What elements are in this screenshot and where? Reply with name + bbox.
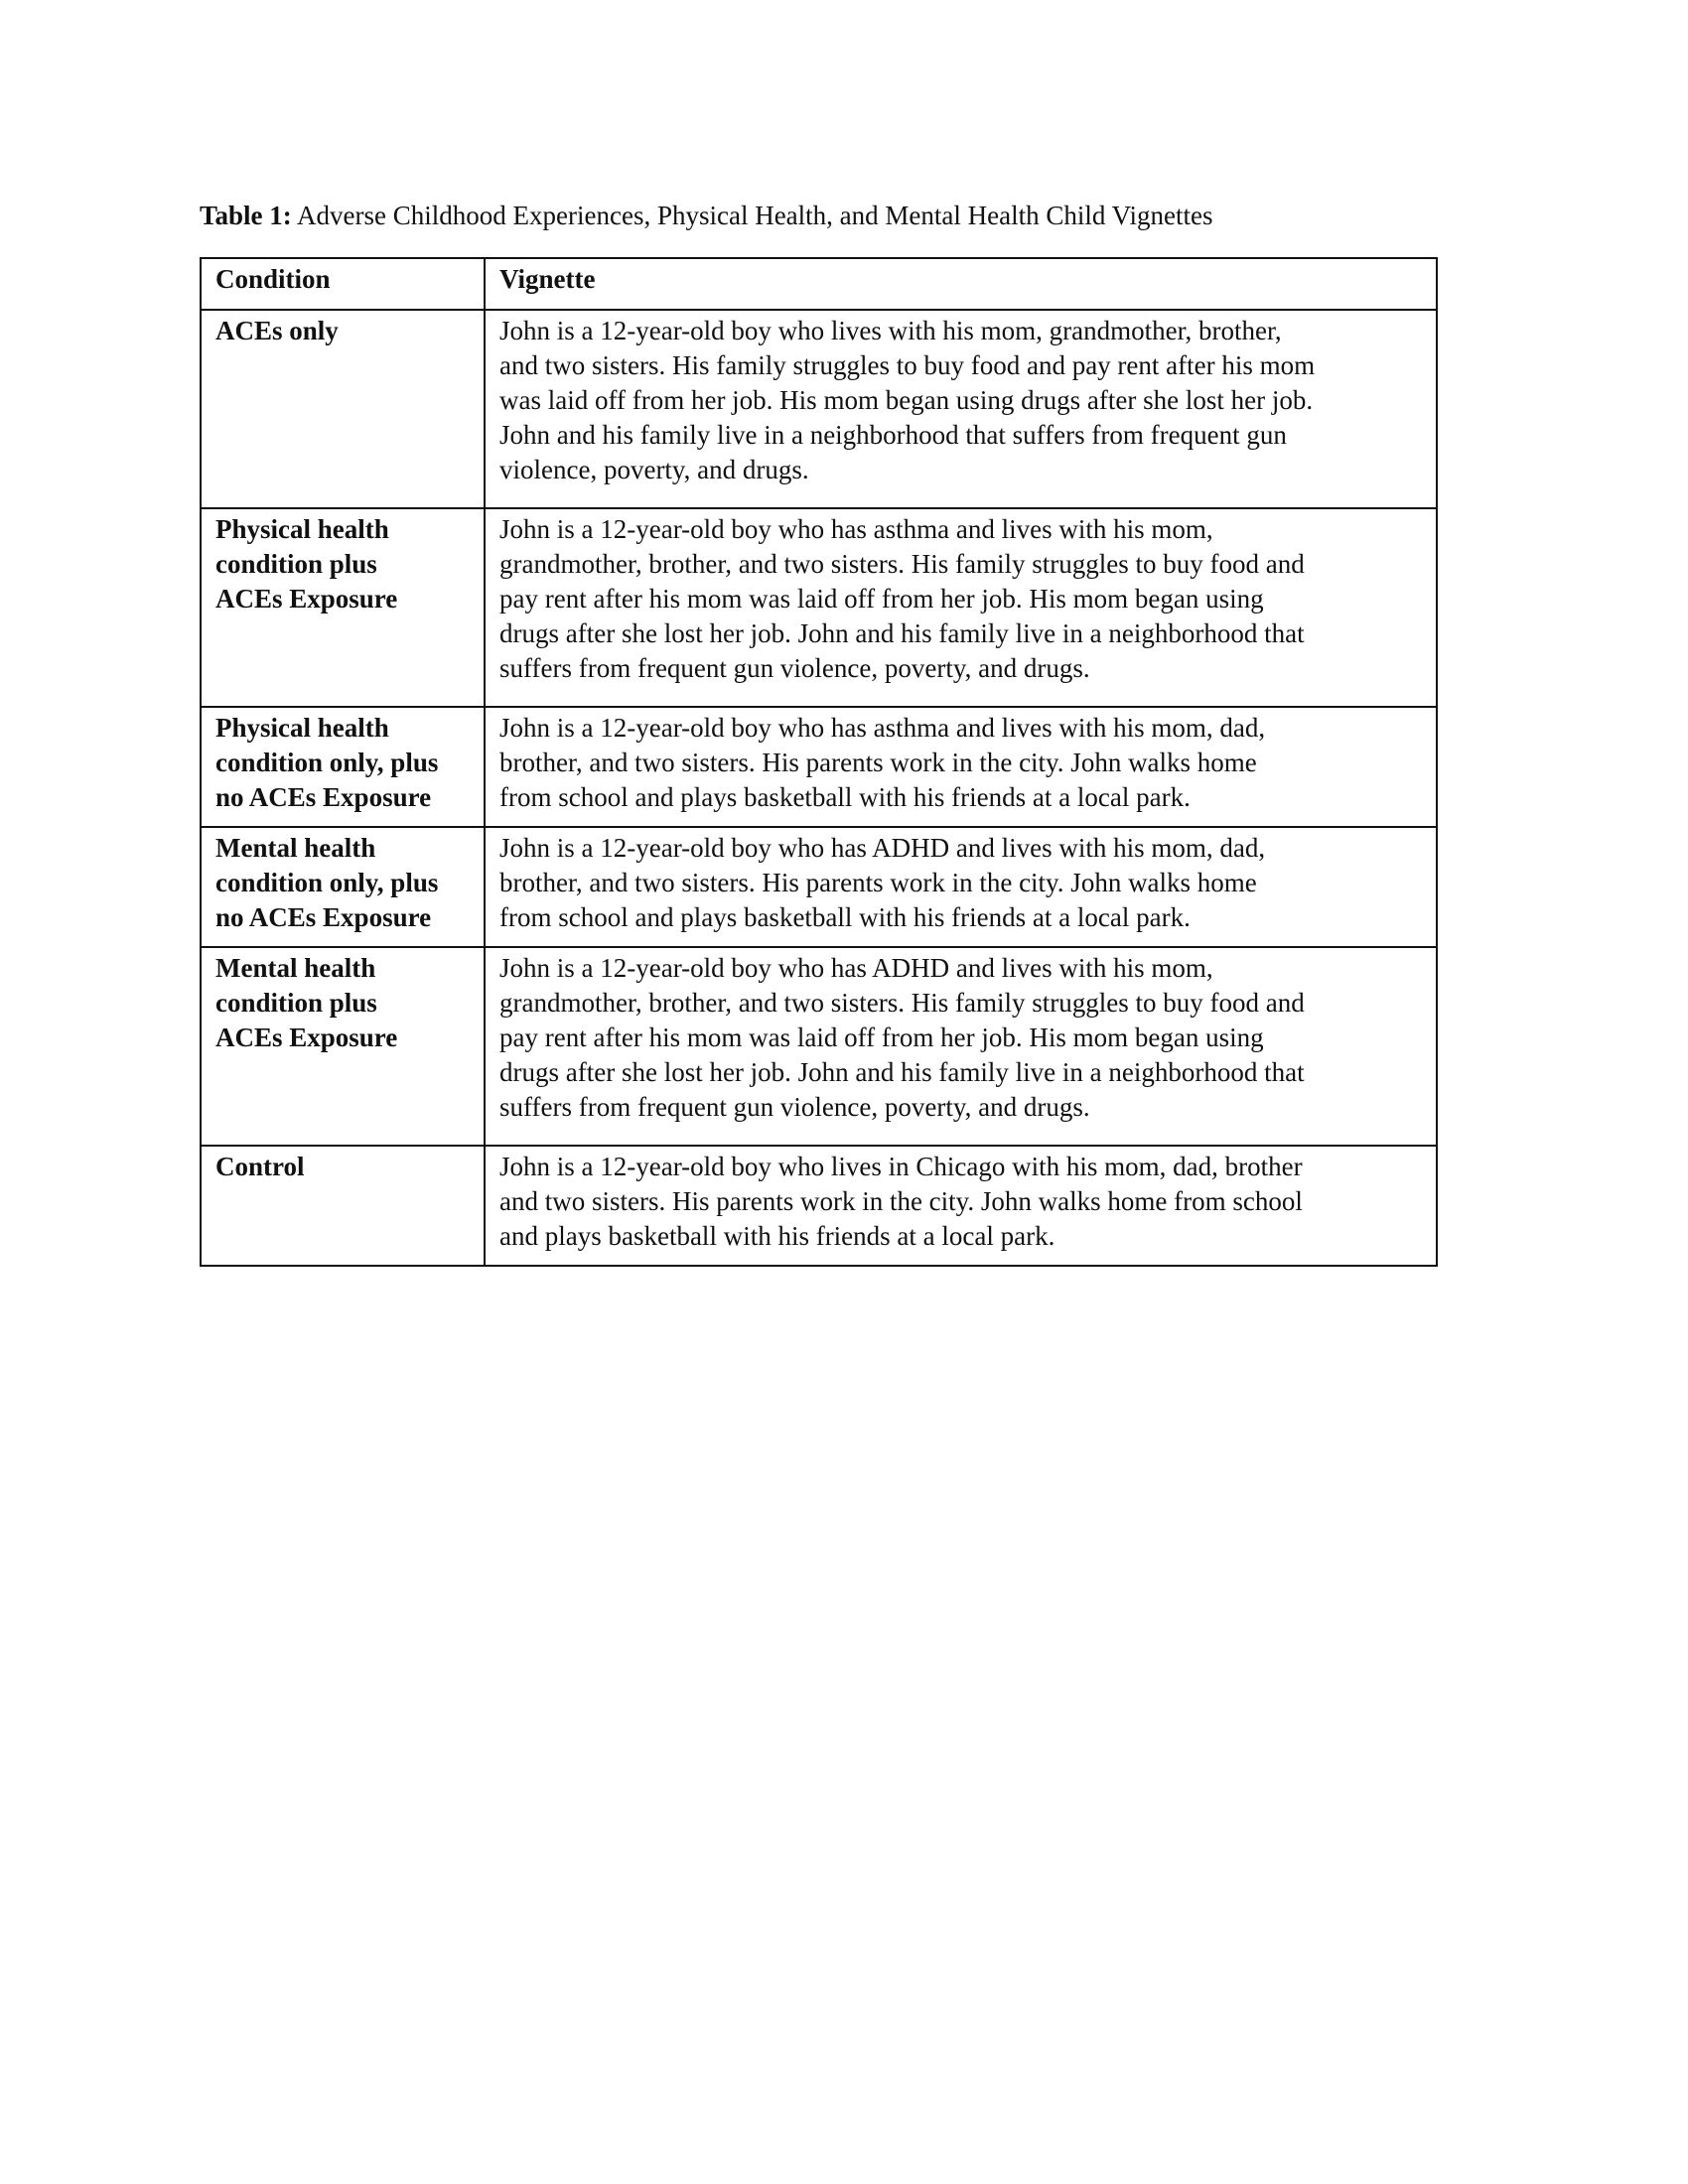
- condition-cell: Mental health condition only, plus no ACEs Exposure: [201, 827, 485, 947]
- table-row: [201, 827, 1437, 947]
- table-row: [201, 1146, 1437, 1266]
- vignette-cell: John is a 12-year-old boy who lives with his mom, grandmother, brother, and two sisters. His family struggles to buy food and pay rent after his mom was laid off from her job. His mom began using drugs after she lost her job. John and his family live in a neighborhood that suffers from frequent gun violence, poverty, and drugs.: [485, 310, 1437, 508]
- table-caption: [200, 199, 1212, 232]
- vignette-cell: John is a 12-year-old boy who has asthma and lives with his mom, dad, brother, and two sisters. His parents work in the city. John walks home from school and plays basketball with his friends at a local park.: [485, 707, 1437, 827]
- table-row: [201, 310, 1437, 508]
- condition-cell: Physical health condition only, plus no ACEs Exposure: [201, 707, 485, 827]
- table-row: [201, 508, 1437, 707]
- table-header-row: [201, 258, 1437, 310]
- table-caption-label: Table 1:: [200, 201, 292, 230]
- vignettes-table: [200, 257, 1438, 1267]
- vignette-cell: John is a 12-year-old boy who has ADHD and lives with his mom, dad, brother, and two sisters. His parents work in the city. John walks home from school and plays basketball with his friends at a local park.: [485, 827, 1437, 947]
- column-header-vignette: Vignette: [485, 258, 1437, 310]
- table-caption-text: Adverse Childhood Experiences, Physical Health, and Mental Health Child Vignettes: [291, 201, 1213, 230]
- vignette-cell: John is a 12-year-old boy who lives in Chicago with his mom, dad, brother and two sisters. His parents work in the city. John walks home from school and plays basketball with his friends at a local park.: [485, 1146, 1437, 1266]
- condition-cell: Physical health condition plus ACEs Exposure: [201, 508, 485, 707]
- condition-cell: Mental health condition plus ACEs Exposure: [201, 947, 485, 1146]
- vignette-cell: John is a 12-year-old boy who has ADHD and lives with his mom, grandmother, brother, and two sisters. His family struggles to buy food and pay rent after his mom was laid off from her job. His mom began using drugs after she lost her job. John and his family live in a neighborhood that suffers from frequent gun violence, poverty, and drugs.: [485, 947, 1437, 1146]
- table-row: [201, 947, 1437, 1146]
- column-header-condition: Condition: [201, 258, 485, 310]
- table-row: [201, 707, 1437, 827]
- vignette-cell: John is a 12-year-old boy who has asthma and lives with his mom, grandmother, brother, and two sisters. His family struggles to buy food and pay rent after his mom was laid off from her job. His mom began using drugs after she lost her job. John and his family live in a neighborhood that suffers from frequent gun violence, poverty, and drugs.: [485, 508, 1437, 707]
- condition-cell: Control: [201, 1146, 485, 1266]
- condition-cell: ACEs only: [201, 310, 485, 508]
